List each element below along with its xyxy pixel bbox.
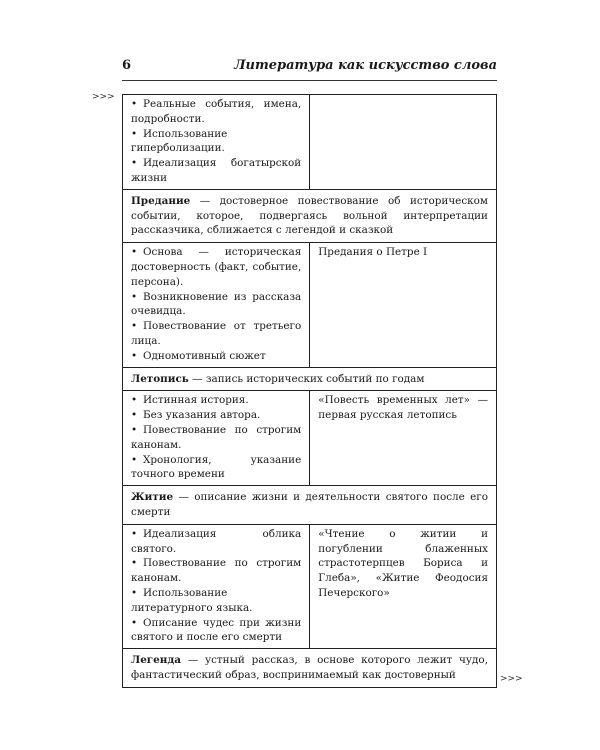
list-item: • Идеализация облика святого.: [131, 527, 301, 557]
features-cell: [123, 95, 310, 190]
genre-table: [122, 94, 497, 688]
definition-cell: [123, 649, 497, 688]
list-item: • Повествование от третьего лица.: [131, 319, 301, 349]
example-cell: «Повесть временных лет» — первая русская летопись: [310, 391, 497, 486]
definition-text: — описание жизни и деятельности святого после его смерти: [131, 491, 488, 518]
table-row: [123, 486, 497, 525]
definition-cell: [123, 189, 497, 242]
definition-text: — устный рассказ, в основе которого лежит чудо, фантастический образ, воспринимаемый как достоверный: [131, 654, 488, 681]
feature-list: [131, 245, 301, 363]
running-title: Литература как искусство слова: [234, 58, 497, 73]
definition-text: — запись исторических событий по годам: [188, 372, 425, 385]
term-zhitie: Житие: [131, 491, 174, 504]
list-item: • Возникновение из рассказа очевидца.: [131, 290, 301, 320]
list-item: • Реальные события, имена, подробности.: [131, 97, 301, 127]
continuation-marker-top: >>>: [92, 92, 115, 102]
example-cell: Предания о Петре I: [310, 243, 497, 367]
feature-list: [131, 393, 301, 482]
list-item: • Использование литературного языка.: [131, 586, 301, 616]
features-cell: [123, 524, 310, 648]
feature-list: [131, 527, 301, 645]
list-item: • Повествование по строгим канонам.: [131, 556, 301, 586]
list-item: • Идеализация богатырской жизни: [131, 156, 301, 186]
definition-cell: [123, 367, 497, 391]
term-legenda: Легенда: [131, 654, 182, 667]
table-row: [123, 649, 497, 688]
page-number: 6: [122, 58, 132, 73]
table-row: [123, 243, 497, 367]
definition-cell: [123, 486, 497, 525]
list-item: • Истинная история.: [131, 393, 301, 408]
list-item: • Повествование по строгим канонам.: [131, 423, 301, 453]
list-item: • Без указания автора.: [131, 408, 301, 423]
list-item: • Основа — историческая достоверность (факт, событие, персона).: [131, 245, 301, 289]
example-cell: «Чтение о житии и погублении блаженных страстотерпцев Бориса и Глеба», «Житие Феодосия Печерского»: [310, 524, 497, 648]
term-predanie: Предание: [131, 194, 191, 207]
table-row: [123, 95, 497, 190]
table-row: [123, 367, 497, 391]
table-row: [123, 391, 497, 486]
list-item: • Описание чудес при жизни святого и после его смерти: [131, 616, 301, 646]
list-item: • Одномотивный сюжет: [131, 349, 301, 364]
features-cell: [123, 243, 310, 367]
continuation-marker-bottom: >>>: [500, 674, 523, 684]
list-item: • Хронология, указание точного времени: [131, 453, 301, 483]
example-cell: [310, 95, 497, 190]
definition-text: — достоверное повествование об историческом событии, которое, подвергаясь вольной интерпретации рассказчика, сближается с легендой и сказкой: [131, 194, 488, 237]
features-cell: [123, 391, 310, 486]
table-row: [123, 524, 497, 648]
term-letopis: Летопись: [131, 372, 189, 385]
header-rule: [122, 80, 497, 81]
table-row: [123, 189, 497, 242]
feature-list: [131, 97, 301, 186]
list-item: • Использование гиперболизации.: [131, 127, 301, 157]
